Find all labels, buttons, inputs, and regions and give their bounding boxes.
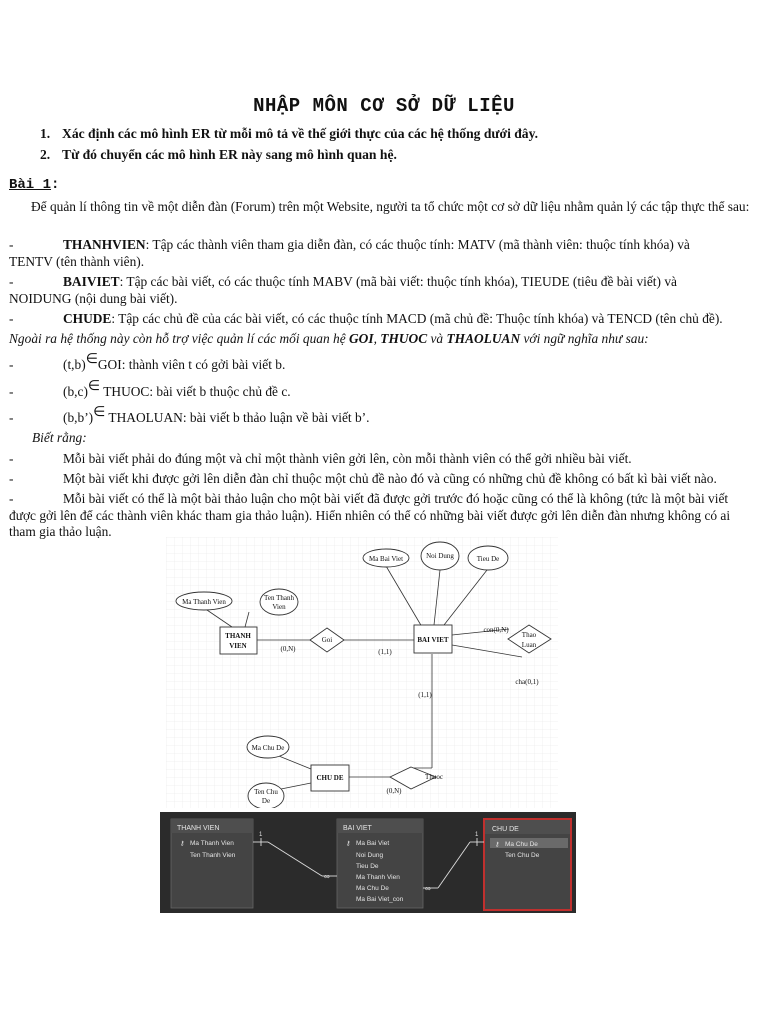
table-thanh-vien-title: THANH VIEN [177,825,220,832]
dash: - [9,491,14,506]
card-goi-bv: (1,1) [378,648,392,656]
entity-thanhvien-cont: TENTV (tên thành viên). [9,254,145,269]
table-bai-viet-title: BAI VIET [343,825,372,832]
one-marker: 1 [475,832,479,838]
one-marker: 1 [259,832,263,838]
rule-2: Một bài viết khi được gởi lên diễn đàn chỉ thuộc một chủ đề nào đó và cũng có những chủ đề không có bất kì bài viết nào. [63,471,717,486]
field-ma-chu-de-fk: Ma Chu De [356,885,389,892]
svg-text:De: De [261,797,271,805]
table-chu-de-title: CHU DE [492,826,519,833]
entity-thanhvien: THANHVIEN: Tập các thành viên tham gia diễn đàn, có các thuộc tính: MATV (mã thành viên: thuộc tính khóa) và [63,237,690,252]
page-title: NHẬP MÔN CƠ SỞ DỮ LIỆU [253,95,515,117]
rel-thao-luan: Thao [521,631,537,639]
rule-1: Mỗi bài viết phải do đúng một và chỉ một thành viên gởi lên, còn mỗi thành viên có thể gởi nhiều bài viết. [63,451,632,466]
card-cha: cha(0,1) [515,678,539,686]
rel-thuoc: Thuoc [425,773,443,781]
dash: - [9,410,14,425]
field-ma-thanh-vien: Ma Thanh Vien [190,840,234,847]
relation-thuoc: (b,c)∈ THUOC: bài viết b thuộc chủ đề c. [63,379,291,399]
rule-3-cont-2: tham gia thảo luận. [9,524,112,539]
field-ma-chu-de: Ma Chu De [505,841,538,848]
dash: - [9,471,14,486]
card-thuoc-cd: (0,N) [386,787,402,795]
svg-text:VIEN: VIEN [229,642,247,650]
attr-tieu-de: Tieu De [476,555,500,563]
attr-ma-chu-de: Ma Chu De [251,744,285,752]
relation-goi: (t,b)∈GOI: thành viên t có gởi bài viết b. [63,352,286,372]
dash: - [9,311,14,326]
entity-bai-viet: BAI VIET [417,636,449,644]
attr-ma-bai-viet: Ma Bai Viet [368,555,404,563]
er-diagram [166,537,558,808]
goal-2: 2. Từ đó chuyển các mô hình ER này sang mô hình quan hệ. [40,147,397,162]
key-icon: ⚷ [180,841,185,847]
goal-1: 1. Xác định các mô hình ER từ mỗi mô tả về thế giới thực của các hệ thống dưới đây. [40,126,539,141]
entity-chude: CHUDE: Tập các chủ đề của các bài viết, có các thuộc tính MACD (mã chủ đề: Thuộc tính khóa) và TENCD (tên chủ đề). [63,311,723,326]
dash: - [9,451,14,466]
card-thuoc-bv: (1,1) [418,691,432,699]
intro-paragraph: Để quản lí thông tin về một diễn đàn (Forum) trên một Website, người ta tổ chức một cơ sở dữ liệu nhằm quản lý các tập thực thể sau: [31,199,750,214]
dash: - [9,357,14,372]
attr-ma-thanh-vien: Ma Thanh Vien [182,598,226,606]
field-tieu-de: Tieu De [356,863,379,870]
svg-text:Luan: Luan [521,641,537,649]
card-con: con(0,N) [483,626,509,634]
field-ma-bai-viet: Ma Bai Viet [356,840,390,847]
field-noi-dung: Noi Dung [356,852,384,859]
entity-chu-de: CHU DE [316,774,344,782]
entity-baiviet: BAIVIET: Tập các bài viết, có các thuộc tính MABV (mã bài viết: thuộc tính khóa), TIEUDE (tiêu đề bài viết) và [63,274,677,289]
key-icon: ⚷ [495,842,500,848]
db-relationship-diagram [160,812,576,913]
field-ten-thanh-vien: Ten Thanh Vien [190,852,236,859]
card-goi-tv: (0,N) [280,645,296,653]
attr-ten-thanh-vien: Ten Thanh [264,594,294,602]
many-marker: ∞ [425,884,431,893]
entity-thanh-vien: THANH [225,632,251,640]
svg-text:Vien: Vien [272,603,286,611]
key-icon: ⚷ [346,841,351,847]
dash: - [9,274,14,289]
attr-noi-dung: Noi Dung [426,552,454,560]
field-ten-chu-de: Ten Chu De [505,852,540,859]
exercise-heading: Bài 1: [9,177,60,193]
field-ma-bai-viet-con: Ma Bai Viet_con [356,896,404,903]
dash: - [9,237,14,252]
known-label: Biết rằng: [32,430,87,445]
rel-goi: Goi [321,636,333,644]
relation-thaoluan: (b,b’)∈ THAOLUAN: bài viết b thảo luận về bài viết b’. [63,405,370,425]
many-marker: ∞ [324,872,330,881]
field-ma-thanh-vien-fk: Ma Thanh Vien [356,874,400,881]
attr-ten-chu-de: Ten Chu [254,788,278,796]
rule-3: Mỗi bài viết có thể là một bài thảo luận cho một bài viết đã được gởi trước đó hoặc cũng có thể là không (tức là một bài viết [63,491,729,506]
rule-3-cont-1: được gởi lên để các thành viên khác tham gia thảo luận). Hiển nhiên có thể có những bài viết được gởi lên diễn đàn nhưng không có ai [9,508,731,523]
dash: - [9,384,14,399]
relations-intro: Ngoài ra hệ thống này còn hỗ trợ việc quản lí các mối quan hệ GOI, THUOC và THAOLUAN với ngữ nghĩa như sau: [9,331,649,346]
entity-baiviet-cont: NOIDUNG (nội dung bài viết). [9,291,178,306]
